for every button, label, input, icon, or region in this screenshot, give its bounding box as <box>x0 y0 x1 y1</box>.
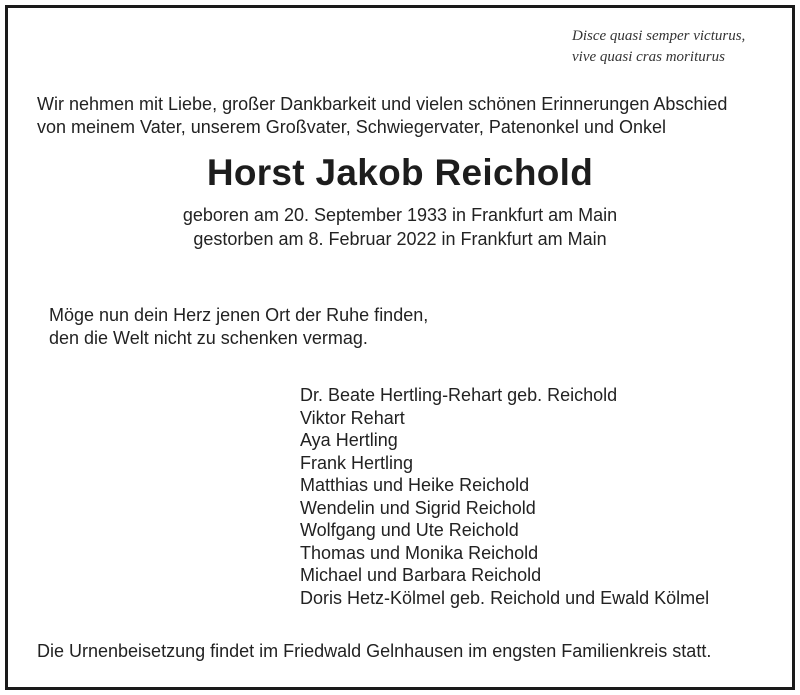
birth-date: geboren am 20. September 1933 in Frankfurt am Main <box>182 205 618 225</box>
life-dates <box>0 203 800 251</box>
mourner-item: Aya Hertling <box>300 430 398 450</box>
mourner-item: Thomas und Monika Reichold <box>300 542 539 563</box>
mourner-item: Frank Hertling <box>300 452 414 473</box>
mourners-list <box>300 384 709 609</box>
intro-text <box>37 93 727 139</box>
motto-line-1: Disce quasi semper victurus, <box>572 28 746 44</box>
mourner-item: Doris Hetz-Kölmel geb. Reichold und Ewald Kölmel <box>300 587 710 608</box>
quote-line-2: den die Welt nicht zu schenken vermag. <box>49 328 368 348</box>
mourner-item: Dr. Beate Hertling-Rehart geb. Reichold <box>300 385 618 405</box>
mourner-item: Wendelin und Sigrid Reichold <box>300 497 536 518</box>
mourner-item: Wolfgang und Ute Reichold <box>300 520 519 540</box>
deceased-name: Horst Jakob Reichold <box>206 152 594 193</box>
death-date: gestorben am 8. Februar 2022 in Frankfurt am Main <box>193 229 607 249</box>
motto-line-2: vive quasi cras moriturus <box>572 49 725 65</box>
intro-line-2: von meinem Vater, unserem Großvater, Schwiegervater, Patenonkel und Onkel <box>37 117 666 137</box>
mourner-item: Matthias und Heike Reichold <box>300 475 530 495</box>
mourner-item: Michael und Barbara Reichold <box>300 565 542 585</box>
quote-line-1: Möge nun dein Herz jenen Ort der Ruhe finden, <box>49 305 429 325</box>
latin-motto <box>572 26 745 68</box>
intro-line-1: Wir nehmen mit Liebe, großer Dankbarkeit und vielen schönen Erinnerungen Abschied <box>37 94 728 114</box>
burial-notice: Die Urnenbeisetzung findet im Friedwald Gelnhausen im engsten Familienkreis statt. <box>37 641 712 661</box>
memorial-quote <box>49 304 428 350</box>
mourner-item: Viktor Rehart <box>300 407 405 428</box>
